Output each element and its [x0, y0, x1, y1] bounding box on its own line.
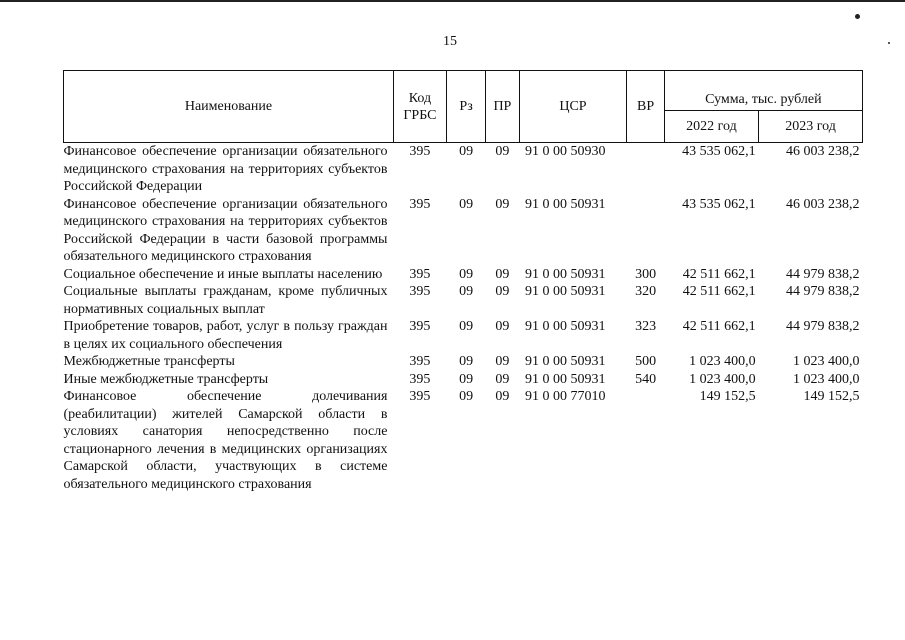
- row-sum-2022: 42 511 662,1: [682, 284, 756, 299]
- row-pr: 09: [495, 319, 510, 334]
- row-rz: 09: [459, 266, 474, 282]
- row-name: Социальные выплаты гражданам, кроме публичных нормативных социальных выплат: [63, 284, 388, 317]
- table-row: [64, 283, 863, 318]
- row-sum-2022: 42 511 662,1: [682, 266, 756, 282]
- header-pr: ПР: [486, 71, 519, 143]
- table-row: [64, 388, 863, 493]
- row-sum-2022: 43 535 062,1: [682, 144, 756, 159]
- row-csr: 91 0 00 50931: [525, 354, 606, 369]
- row-csr: 91 0 00 50931: [525, 196, 606, 212]
- row-sum-2023: 1 023 400,0: [793, 371, 860, 387]
- row-rz: 09: [459, 284, 474, 299]
- row-vr: 320: [635, 284, 657, 299]
- row-vr: [627, 388, 664, 493]
- row-code: 395: [409, 196, 431, 212]
- row-csr: 91 0 00 77010: [525, 389, 606, 404]
- row-sum-2022: 1 023 400,0: [689, 371, 756, 387]
- row-pr: 09: [495, 284, 510, 299]
- scan-speck: [855, 14, 860, 19]
- row-rz: 09: [459, 144, 474, 159]
- header-csr: ЦСР: [519, 71, 627, 143]
- table-row: [64, 143, 863, 196]
- row-vr: 540: [635, 371, 657, 387]
- header-name: Наименование: [64, 71, 394, 143]
- scan-speck: [888, 42, 890, 44]
- row-csr: 91 0 00 50931: [525, 371, 606, 387]
- row-vr: 500: [635, 354, 657, 369]
- row-name: Финансовое обеспечение организации обязательного медицинского страхования на территориях субъектов Российской Федерации в части базовой программы обязательного медицинского страхования: [63, 196, 388, 264]
- row-sum-2023: 44 979 838,2: [786, 266, 860, 282]
- row-rz: 09: [459, 319, 474, 334]
- row-name: Финансовое обеспечение организации обязательного медицинского страхования на территориях субъектов Российской Федерации: [63, 144, 388, 194]
- table-row: [64, 371, 863, 389]
- header-rz: Рз: [446, 71, 485, 143]
- page-number: 15: [443, 34, 457, 49]
- table-row: [64, 353, 863, 371]
- row-vr: [627, 196, 664, 266]
- table-row: [64, 196, 863, 266]
- row-csr: 91 0 00 50931: [525, 319, 606, 334]
- header-vr: ВР: [627, 71, 664, 143]
- table-body: [64, 143, 863, 494]
- row-vr: 323: [635, 319, 657, 334]
- row-sum-2023: 46 003 238,2: [786, 196, 860, 212]
- table-row: [64, 266, 863, 284]
- row-rz: 09: [459, 371, 474, 387]
- row-pr: 09: [495, 196, 510, 212]
- row-name: Межбюджетные трансферты: [63, 354, 235, 369]
- row-code: 395: [409, 389, 431, 404]
- header-code: Код ГРБС: [393, 71, 446, 143]
- row-sum-2022: 1 023 400,0: [689, 354, 756, 369]
- row-pr: 09: [495, 389, 510, 404]
- row-csr: 91 0 00 50931: [525, 284, 606, 299]
- row-vr: 300: [635, 266, 657, 282]
- row-sum-2022: 42 511 662,1: [682, 319, 756, 334]
- row-code: 395: [409, 371, 431, 387]
- row-rz: 09: [459, 389, 474, 404]
- row-rz: 09: [459, 196, 474, 212]
- row-pr: 09: [495, 354, 510, 369]
- row-csr: 91 0 00 50930: [525, 144, 606, 159]
- row-pr: 09: [495, 266, 510, 282]
- row-sum-2023: 1 023 400,0: [793, 354, 860, 369]
- table-header: [64, 71, 863, 143]
- row-csr: 91 0 00 50931: [525, 266, 606, 282]
- row-code: 395: [409, 144, 431, 159]
- row-name: Финансовое обеспечение долечивания (реабилитации) жителей Самарской области в условиях санатория непосредственно после стационарного лечения в медицинских организациях Самарской области, участвующих в системе обязательного медицинского страхования: [63, 389, 388, 492]
- row-code: 395: [409, 266, 431, 282]
- row-sum-2023: 44 979 838,2: [786, 319, 860, 334]
- row-pr: 09: [495, 371, 510, 387]
- row-sum-2023: 44 979 838,2: [786, 284, 860, 299]
- row-code: 395: [409, 354, 431, 369]
- row-code: 395: [409, 319, 431, 334]
- row-sum-2022: 43 535 062,1: [682, 196, 756, 212]
- row-pr: 09: [495, 144, 510, 159]
- row-sum-2023: 46 003 238,2: [786, 144, 860, 159]
- row-sum-2023: 149 152,5: [803, 389, 860, 404]
- row-rz: 09: [459, 354, 474, 369]
- row-name: Социальное обеспечение и иные выплаты населению: [63, 266, 383, 282]
- row-name: Иные межбюджетные трансферты: [63, 371, 269, 387]
- table-row: [64, 318, 863, 353]
- header-sum: Сумма, тыс. рублей: [664, 71, 862, 111]
- row-sum-2022: 149 152,5: [699, 389, 756, 404]
- row-code: 395: [409, 284, 431, 299]
- header-year-2023: 2023 год: [759, 111, 863, 143]
- scan-top-edge: [0, 0, 905, 2]
- budget-table: [63, 70, 863, 493]
- header-year-2022: 2022 год: [664, 111, 758, 143]
- row-vr: [627, 143, 664, 196]
- row-name: Приобретение товаров, работ, услуг в пользу граждан в целях их социального обеспечения: [63, 319, 388, 352]
